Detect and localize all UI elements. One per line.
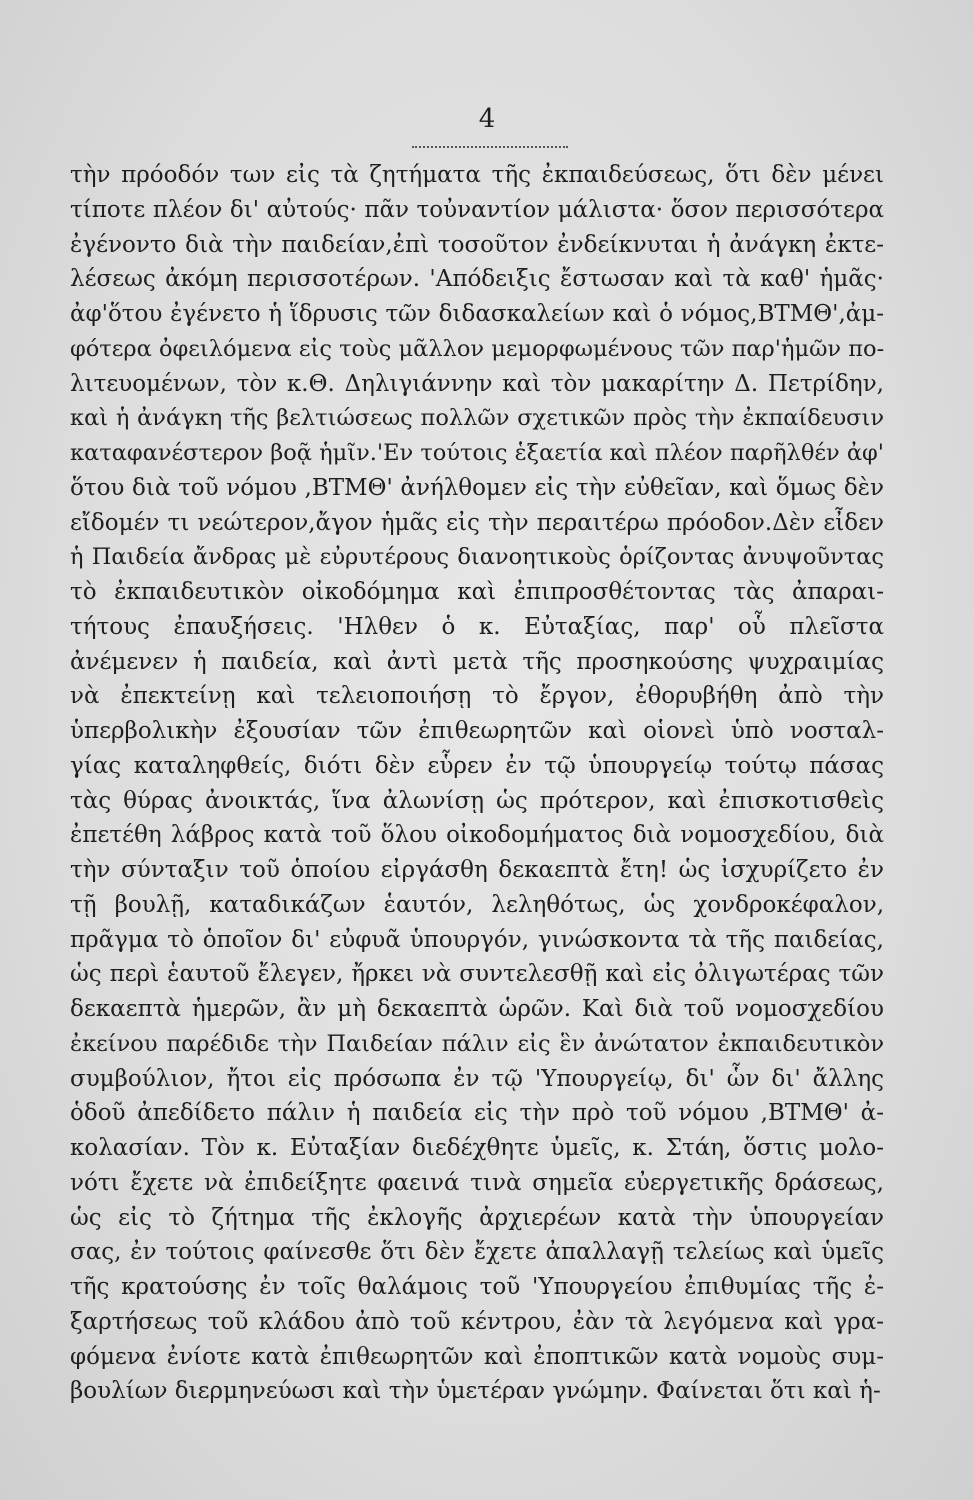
text-line: σας, ἐν τούτοις φαίνεσθε ὅτι δὲν ἔχετε ἀπαλλαγῇ τελείως καὶ ὑμεῖς [70,1239,884,1266]
text-line: λιτευομένων, τὸν κ.Θ. Δηλιγιάννην καὶ τὸν μακαρίτην Δ. Πετρίδην, [70,370,884,397]
text-line: φότερα ὀφειλόμενα εἰς τοὺς μᾶλλον μεμορφωμένους τῶν παρ'ἡμῶν πο- [70,335,884,362]
text-line: τὸ ἐκπαιδευτικὸν οἰκοδόμημα καὶ ἐπιπροσθέτοντας τὰς ἀπαραι- [70,579,884,605]
text-line: πρᾶγμα τὸ ὁποῖον δι' εὐφυᾶ ὑπουργόν, γινώσκοντα τὰ τῆς παιδείας, [70,926,884,953]
text-line: ξαρτήσεως τοῦ κλάδου ἀπὸ τοῦ κέντρου, ἐὰν τὰ λεγόμενα καὶ γρα- [70,1308,884,1335]
text-line: ἐπετέθη λάβρος κατὰ τοῦ ὅλου οἰκοδομήματος διὰ νομοσχεδίου, διὰ [70,822,884,849]
text-line: φόμενα ἐνίοτε κατὰ ἐπιθεωρητῶν καὶ ἐποπτικῶν κατὰ νομοὺς συμ- [70,1343,884,1370]
text-line: ὑπερβολικὴν ἐξουσίαν τῶν ἐπιθεωρητῶν καὶ οἱονεὶ ὑπὸ νοσταλ- [70,718,884,744]
text-line: ἐκείνου παρέδιδε τὴν Παιδείαν πάλιν εἰς ἓν ἀνώτατον ἐκπαιδευτικὸν [70,1030,884,1057]
text-line: νὰ ἐπεκτείνῃ καὶ τελειοποιήσῃ τὸ ἔργον, ἐθορυβήθη ἀπὸ τὴν [70,683,884,710]
text-line: λέσεως ἀκόμη περισσοτέρων. 'Απόδειξις ἔστωσαν καὶ τὰ καθ' ἡμᾶς· [70,266,884,293]
text-line: τῇ βουλῇ, καταδικάζων ἑαυτόν, λεληθότως, ὡς χονδροκέφαλον, [70,891,884,918]
text-line: ἀνέμενεν ἡ παιδεία, καὶ ἀντὶ μετὰ τῆς προσηκούσης ψυχραιμίας [70,648,884,675]
text-line: ὁδοῦ ἀπεδίδετο πάλιν ἡ παιδεία εἰς τὴν πρὸ τοῦ νόμου ,ΒΤΜΘ' ἀ- [70,1100,884,1127]
text-line: ὡς εἰς τὸ ζήτημα τῆς ἐκλογῆς ἀρχιερέων κατὰ τὴν ὑπουργείαν [70,1204,884,1231]
text-line: τὰς θύρας ἀνοικτάς, ἵνα ἀλωνίσῃ ὡς πρότερον, καὶ ἐπισκοτισθεὶς [70,787,884,814]
text-line: συμβούλιον, ἤτοι εἰς πρόσωπα ἐν τῷ 'Υπουργείῳ, δι' ὧν δι' ἄλλης [70,1065,884,1092]
text-line: εἴδομέν τι νεώτερον,ἄγον ἡμᾶς εἰς τὴν περαιτέρω πρόοδον.Δὲν εἶδεν [70,509,884,536]
text-line: καὶ ἡ ἀνάγκη τῆς βελτιώσεως πολλῶν σχετικῶν πρὸς τὴν ἐκπαίδευσιν [70,405,884,432]
header-divider [412,146,568,148]
text-line: τὴν πρόοδόν των εἰς τὰ ζητήματα τῆς ἐκπαιδεύσεως, ὅτι δὲν μένει [70,162,884,188]
text-line: τήτους ἐπαυξήσεις. 'Ηλθεν ὁ κ. Εὐταξίας, παρ' οὗ πλεῖστα [70,613,884,640]
text-line: νότι ἔχετε νὰ ἐπιδείξητε φαεινά τινὰ σημεῖα εὐεργετικῆς δράσεως, [70,1169,884,1196]
text-line: ὅτου διὰ τοῦ νόμου ,ΒΤΜΘ' ἀνήλθομεν εἰς τὴν εὐθεῖαν, καὶ ὅμως δὲν [70,474,884,501]
text-line: τίποτε πλέον δι' αὐτούς· πᾶν τοὐναντίον μάλιστα· ὅσον περισσότερα [70,196,884,223]
text-line: τῆς κρατούσης ἐν τοῖς θαλάμοις τοῦ 'Υπουργείου ἐπιθυμίας τῆς ἐ- [70,1274,884,1300]
text-line: γίας καταληφθείς, διότι δὲν εὗρεν ἐν τῷ ὑπουργείῳ τούτῳ πάσας [70,752,884,779]
text-line: τὴν σύνταξιν τοῦ ὁποίου εἰργάσθη δεκαεπτὰ ἔτη! ὡς ἰσχυρίζετο ἐν [70,857,884,883]
page-number: 4 [478,104,496,134]
body-text [70,158,884,1409]
text-line: βουλίων διερμηνεύωσι καὶ τὴν ὑμετέραν γνώμην. Φαίνεται ὅτι καὶ ἡ- [70,1378,881,1405]
text-line: ὡς περὶ ἑαυτοῦ ἔλεγεν, ἤρκει νὰ συντελεσθῇ καὶ εἰς ὀλιγωτέρας τῶν [70,961,884,988]
text-line: κολασίαν. Τὸν κ. Εὐταξίαν διεδέχθητε ὑμεῖς, κ. Στάη, ὅστις μολο- [70,1135,884,1161]
text-line: ἐγένοντο διὰ τὴν παιδείαν,ἐπὶ τοσοῦτον ἐνδείκνυται ἡ ἀνάγκη ἐκτε- [70,231,884,258]
text-line: καταφανέστερον βοᾷ ἡμῖν.'Εν τούτοις ἑξαετία καὶ πλέον παρῆλθέν ἀφ' [70,440,884,466]
text-line: ἡ Παιδεία ἄνδρας μὲ εὐρυτέρους διανοητικοὺς ὁρίζοντας ἀνυψοῦντας [70,544,884,571]
text-line: δεκαεπτὰ ἡμερῶν, ἂν μὴ δεκαεπτὰ ὡρῶν. Καὶ διὰ τοῦ νομοσχεδίου [70,996,884,1022]
text-line: ἀφ'ὅτου ἐγένετο ἡ ἵδρυσις τῶν διδασκαλείων καὶ ὁ νόμος,ΒΤΜΘ',ἀμ- [70,301,884,327]
